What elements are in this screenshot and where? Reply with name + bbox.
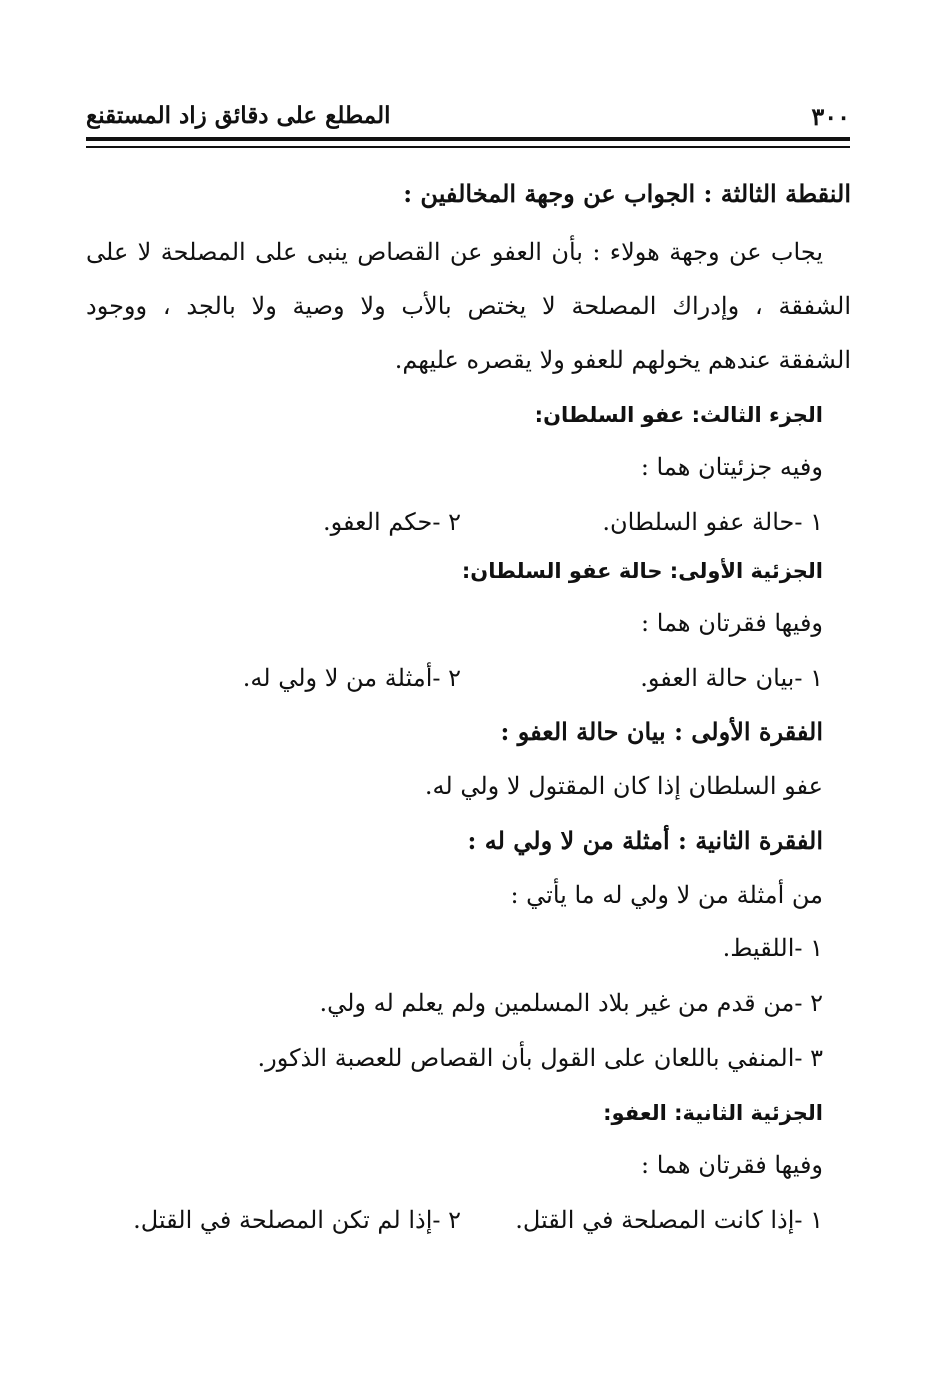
heading-sub-one: الجزئية الأولى: حالة عفو السلطان: bbox=[461, 559, 823, 583]
sub-two-item-2: ٢ -إذا لم تكن المصلحة في القتل. bbox=[133, 1206, 461, 1234]
sub-two-intro: وفيها فقرتان هما : bbox=[641, 1151, 823, 1179]
paragraph-one-text: عفو السلطان إذا كان المقتول لا ولي له. bbox=[424, 772, 823, 800]
paragraph-line-1: يجاب عن وجهة هولاء : بأن العفو عن القصاص ينبى على المصلحة لا على bbox=[86, 238, 823, 266]
sub-one-item-1: ١ -بيان حالة العفو. bbox=[640, 664, 823, 692]
page-number: ٣٠٠ bbox=[811, 102, 850, 131]
book-title: المطلع على دقائق زاد المستقنع bbox=[86, 102, 391, 129]
heading-point-three: النقطة الثالثة : الجواب عن وجهة المخالفين : bbox=[403, 179, 851, 208]
heading-sub-two: الجزئية الثانية: العفو: bbox=[603, 1101, 823, 1125]
paragraph-two-intro: من أمثلة من لا ولي له ما يأتي : bbox=[510, 881, 823, 909]
header-rule-thin bbox=[86, 146, 850, 148]
paragraph-line-3: الشفقة عندهم يخولهم للعفو ولا يقصره عليهم. bbox=[394, 346, 851, 374]
heading-paragraph-two: الفقرة الثانية : أمثلة من لا ولي له : bbox=[467, 826, 823, 855]
sub-one-item-2: ٢ -أمثلة من لا ولي له. bbox=[242, 664, 461, 692]
header-rule-thick bbox=[86, 137, 850, 141]
running-header bbox=[86, 100, 850, 140]
paragraph-two-item-1: ١ -اللقيط. bbox=[722, 934, 823, 962]
part-three-intro: وفيه جزئيتان هما : bbox=[640, 453, 823, 481]
paragraph-line-2: الشفقة ، وإدراك المصلحة لا يختص بالأب ولا وصية ولا بالجد ، ووجود bbox=[86, 292, 851, 320]
heading-part-three: الجزء الثالث: عفو السلطان: bbox=[534, 403, 823, 427]
part-three-item-2: ٢ -حكم العفو. bbox=[322, 508, 461, 536]
heading-paragraph-one: الفقرة الأولى : بيان حالة العفو : bbox=[500, 717, 823, 746]
part-three-item-1: ١ -حالة عفو السلطان. bbox=[602, 508, 823, 536]
paragraph-two-item-2: ٢ -من قدم من غير بلاد المسلمين ولم يعلم له ولي. bbox=[319, 989, 823, 1017]
sub-one-intro: وفيها فقرتان هما : bbox=[641, 609, 823, 637]
sub-two-item-1: ١ -إذا كانت المصلحة في القتل. bbox=[515, 1206, 823, 1234]
paragraph-two-item-3: ٣ -المنفي باللعان على القول بأن القصاص للعصبة الذكور. bbox=[257, 1044, 823, 1072]
